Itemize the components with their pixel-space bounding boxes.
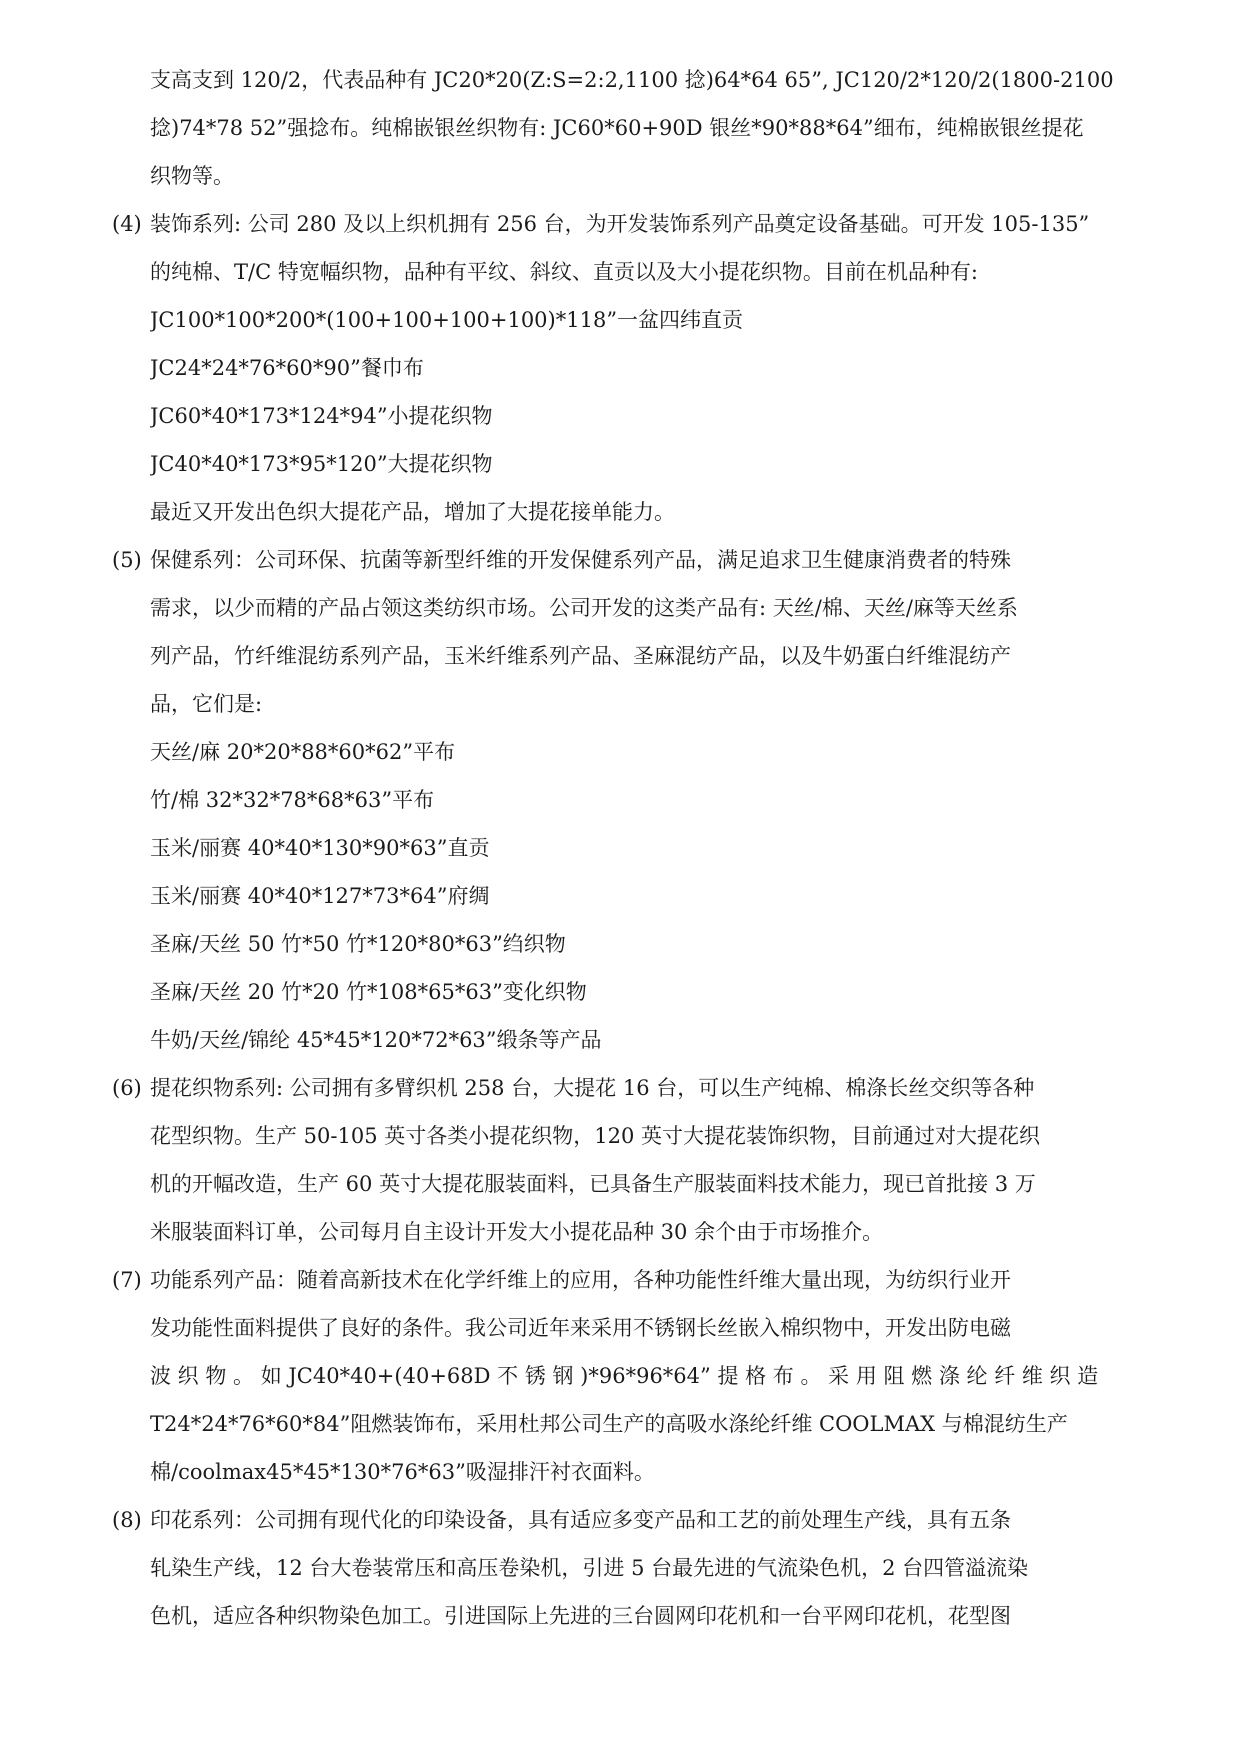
item-number-5: (5) [112, 548, 142, 572]
text-line: 列产品，竹纤维混纺系列产品，玉米纤维系列产品、圣麻混纺产品，以及牛奶蛋白纤维混纺产 [150, 644, 1011, 668]
text-line: 棉/coolmax45*45*130*76*63”吸湿排汗衬衣面料。 [150, 1460, 655, 1484]
text-line: 波 织 物 。 如 JC40*40+(40+68D 不 锈 钢 )*96*96*64” 提 格 布 。 采 用 阻 燃 涤 纶 纤 维 织 造 [150, 1364, 1099, 1388]
text-line: 保健系列：公司环保、抗菌等新型纤维的开发保健系列产品，满足追求卫生健康消费者的特殊 [150, 548, 1011, 572]
text-line: 捻)74*78 52”强捻布。纯棉嵌银丝织物有: JC60*60+90D 银丝*90*88*64”细布，纯棉嵌银丝提花 [150, 116, 1084, 140]
text-line: JC40*40*173*95*120”大提花织物 [150, 452, 493, 476]
text-line: 需求，以少而精的产品占领这类纺织市场。公司开发的这类产品有: 天丝/棉、天丝/麻等天丝系 [150, 596, 1018, 620]
text-line: 竹/棉 32*32*78*68*63”平布 [150, 788, 435, 812]
text-line: 的纯棉、T/C 特宽幅织物，品种有平纹、斜纹、直贡以及大小提花织物。目前在机品种有: [150, 260, 978, 284]
text-line: T24*24*76*60*84”阻燃装饰布，采用杜邦公司生产的高吸水涤纶纤维 COOLMAX 与棉混纺生产 [150, 1412, 1068, 1436]
item-number-6: (6) [112, 1076, 142, 1100]
text-line: 圣麻/天丝 20 竹*20 竹*108*65*63”变化织物 [150, 980, 587, 1004]
text-line: 天丝/麻 20*20*88*60*62”平布 [150, 740, 456, 764]
item-number-8: (8) [112, 1508, 142, 1532]
text-line: 圣麻/天丝 50 竹*50 竹*120*80*63”绉织物 [150, 932, 566, 956]
text-line: 发功能性面料提供了良好的条件。我公司近年来采用不锈钢长丝嵌入棉织物中，开发出防电磁 [150, 1316, 1011, 1340]
text-line: 玉米/丽赛 40*40*127*73*64”府绸 [150, 884, 490, 908]
text-line: 色机，适应各种织物染色加工。引进国际上先进的三台圆网印花机和一台平网印花机，花型图 [150, 1604, 1011, 1628]
text-line: 支高支到 120/2，代表品种有 JC20*20(Z:S=2:2,1100 捻)64*64 65”, JC120/2*120/2(1800-2100 [150, 68, 1114, 92]
item-number-7: (7) [112, 1268, 142, 1292]
text-line: 玉米/丽赛 40*40*130*90*63”直贡 [150, 836, 490, 860]
text-line: 最近又开发出色织大提花产品，增加了大提花接单能力。 [150, 500, 675, 524]
text-line: JC60*40*173*124*94”小提花织物 [150, 404, 493, 428]
text-line: 功能系列产品：随着高新技术在化学纤维上的应用，各种功能性纤维大量出现，为纺织行业开 [150, 1268, 1011, 1292]
text-line: 印花系列：公司拥有现代化的印染设备，具有适应多变产品和工艺的前处理生产线，具有五条 [150, 1508, 1011, 1532]
text-line: 米服装面料订单，公司每月自主设计开发大小提花品种 30 余个由于市场推介。 [150, 1220, 884, 1244]
text-line: 提花织物系列: 公司拥有多臂织机 258 台，大提花 16 台，可以生产纯棉、棉涤长丝交织等各种 [150, 1076, 1035, 1100]
text-line: 品，它们是: [150, 692, 263, 716]
text-line: JC100*100*200*(100+100+100+100)*118”一盆四纬直贡 [150, 308, 744, 332]
text-line: 牛奶/天丝/锦纶 45*45*120*72*63”缎条等产品 [150, 1028, 602, 1052]
text-line: 轧染生产线，12 台大卷装常压和高压卷染机，引进 5 台最先进的气流染色机，2 台四管溢流染 [150, 1556, 1029, 1580]
text-line: 花型织物。生产 50-105 英寸各类小提花织物，120 英寸大提花装饰织物，目前通过对大提花织 [150, 1124, 1041, 1148]
text-line: 装饰系列: 公司 280 及以上织机拥有 256 台，为开发装饰系列产品奠定设备基础。可开发 105-135” [150, 212, 1090, 236]
text-line: JC24*24*76*60*90”餐巾布 [150, 356, 424, 380]
item-number-4: (4) [112, 212, 142, 236]
text-line: 机的开幅改造，生产 60 英寸大提花服装面料，已具备生产服装面料技术能力，现已首批接 3 万 [150, 1172, 1036, 1196]
text-line: 织物等。 [150, 164, 234, 188]
